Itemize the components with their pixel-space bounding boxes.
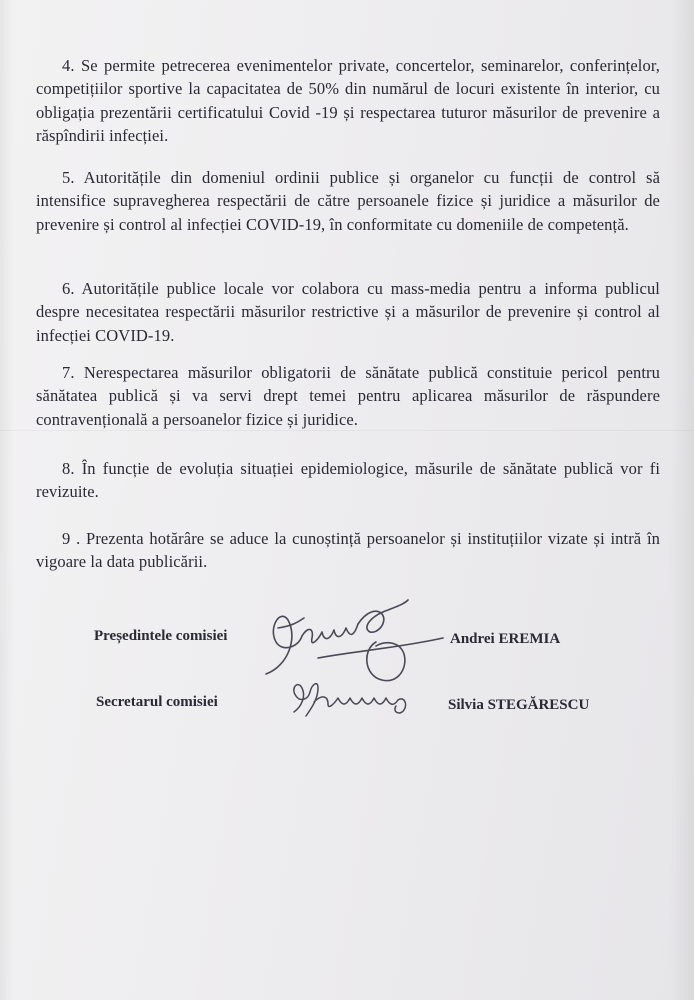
paragraph-7: 7. Nerespectarea măsurilor obligatorii de sănătate publică constituie pericol pentru sănătatea publică și va servi drept temei pentru aplicarea măsurilor de răspundere contravențională a persoanelor fizice și juridice. [36, 362, 660, 429]
paragraph-8: 8. În funcție de evoluția situației epidemiologice, măsurile de sănătate publică vor fi revizuite. [36, 458, 660, 501]
paragraph-6: 6. Autoritățile publice locale vor colabora cu mass-media pentru a informa publicul despre necesitatea respectării măsurilor restrictive și a măsurilor de prevenire și control al infecției COVID-19. [36, 278, 660, 345]
president-label: Președintele comisiei [94, 628, 228, 644]
president-signature-icon [258, 598, 448, 688]
secretary-label: Secretarul comisiei [96, 694, 218, 710]
page-left-shadow [0, 0, 14, 1000]
secretary-signature-icon [288, 676, 428, 722]
paragraph-5: 5. Autoritățile din domeniul ordinii publice și organelor cu funcții de control să intensifice supravegherea respectării de către persoanele fizice și juridice a măsurilor de prevenire și control al infecției COVID-19, în conformitate cu domeniile de competență. [36, 167, 660, 234]
paragraph-9: 9 . Prezenta hotărâre se aduce la cunoștință persoanelor și instituțiilor vizate și intră în vigoare la data publicării. [36, 528, 660, 571]
paragraph-4: 4. Se permite petrecerea evenimentelor private, concertelor, seminarelor, conferințelor, competițiilor sportive la capacitatea de 50% din numărul de locuri existente în interior, cu obligația prezentării certificatului Covid -19 și respectarea tuturor măsurilor de prevenire a răspîndirii infecției. [36, 55, 660, 145]
page-edge-shadow [670, 0, 694, 1000]
president-name: Andrei EREMIA [450, 631, 561, 647]
secretary-name: Silvia STEGĂRESCU [448, 697, 590, 713]
